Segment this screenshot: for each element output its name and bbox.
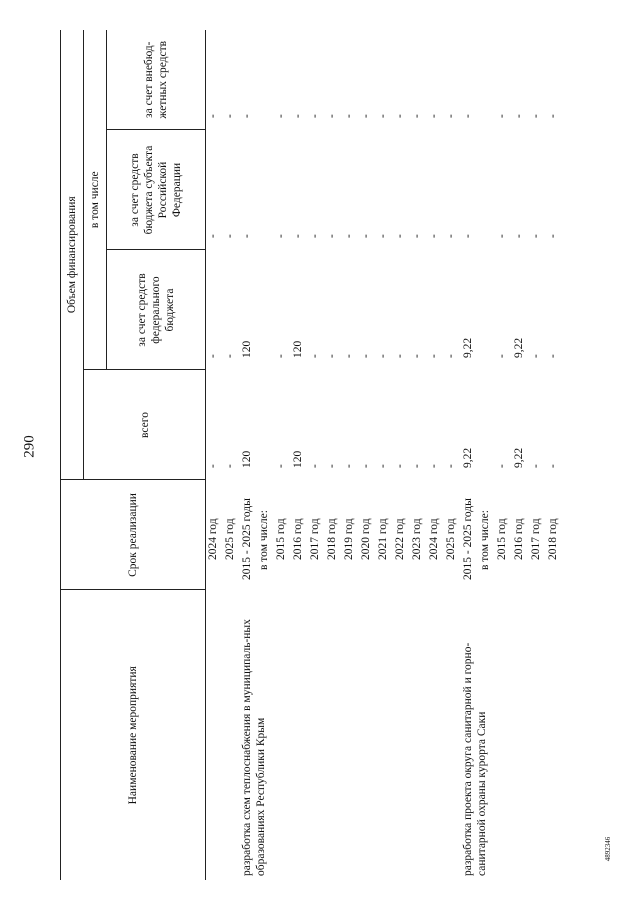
cell-subject: - (292, 234, 304, 238)
cell-period: 2025 год (445, 518, 457, 560)
header-in-that-number: в том числе (84, 30, 107, 370)
cell-period: 2016 год (292, 518, 304, 560)
cell-period: в том числе: (479, 510, 491, 570)
header-period: Срок реализации (61, 480, 206, 590)
cell-subject: - (326, 234, 338, 238)
cell-subject: - (309, 234, 321, 238)
header-total: всего (84, 370, 206, 480)
cell-total: - (377, 464, 389, 468)
cell-federal: 120 (292, 340, 304, 358)
table-row (427, 30, 444, 880)
cell-name (223, 590, 240, 880)
cell-period: 2019 год (343, 518, 355, 560)
cell-federal: - (547, 354, 559, 358)
cell-period: в том числе: (258, 510, 270, 570)
cell-subject: - (496, 234, 508, 238)
table-row (342, 30, 359, 880)
cell-total: 120 (241, 450, 253, 468)
cell-period: 2015 - 2025 годы (462, 498, 474, 580)
page-number: 290 (21, 435, 38, 458)
cell-federal: - (377, 354, 389, 358)
header-extra-budget: за счет внебюд-жетных средств (107, 30, 206, 130)
table-row (546, 30, 563, 880)
table-row (274, 30, 291, 880)
cell-federal: - (309, 354, 321, 358)
cell-total: - (547, 464, 559, 468)
cell-extra: - (360, 114, 372, 118)
cell-period: 2025 год (224, 518, 236, 560)
cell-period: 2021 год (377, 518, 389, 560)
table-row (206, 30, 224, 880)
cell-subject (257, 130, 274, 250)
header-federal: за счет средств федерального бюджета (107, 250, 206, 370)
cell-federal: - (326, 354, 338, 358)
cell-total: - (207, 464, 219, 468)
cell-name (529, 590, 546, 880)
table-row (410, 30, 427, 880)
cell-period: 2024 год (207, 518, 219, 560)
header-financing: Объем финансирования (61, 30, 84, 480)
cell-extra: - (377, 114, 389, 118)
cell-subject: - (343, 234, 355, 238)
cell-period: 2016 год (513, 518, 525, 560)
cell-period: 2017 год (309, 518, 321, 560)
cell-federal: - (207, 354, 219, 358)
table-row (240, 30, 257, 880)
cell-total: - (428, 464, 440, 468)
cell-name (206, 590, 224, 880)
cell-name: разработка схем теплоснабжения в муниципаль-ных образованиях Республики Крым (241, 619, 267, 876)
cell-federal (257, 250, 274, 370)
table-row (512, 30, 529, 880)
cell-extra: - (411, 114, 423, 118)
cell-name (376, 590, 393, 880)
cell-total: - (411, 464, 423, 468)
cell-subject: - (394, 234, 406, 238)
cell-extra: - (445, 114, 457, 118)
cell-federal (478, 250, 495, 370)
cell-subject: - (207, 234, 219, 238)
cell-extra: - (513, 114, 525, 118)
cell-subject: - (445, 234, 457, 238)
cell-total: 120 (292, 450, 304, 468)
cell-total: 9,22 (513, 447, 525, 468)
cell-federal: - (275, 354, 287, 358)
table-row (325, 30, 342, 880)
cell-extra: - (428, 114, 440, 118)
cell-name (512, 590, 529, 880)
cell-extra: - (207, 114, 219, 118)
cell-federal: - (224, 354, 236, 358)
cell-subject: - (241, 234, 253, 238)
cell-name (325, 590, 342, 880)
cell-subject: - (224, 234, 236, 238)
cell-name (308, 590, 325, 880)
cell-total: 9,22 (462, 447, 474, 468)
cell-subject: - (411, 234, 423, 238)
cell-federal: - (343, 354, 355, 358)
cell-name: разработка проекта округа санитарной и горно-санитарной охраны курорта Саки (462, 642, 488, 876)
cell-extra: - (309, 114, 321, 118)
table-header (61, 30, 206, 880)
cell-extra: - (530, 114, 542, 118)
cell-extra: - (343, 114, 355, 118)
cell-period: 2024 год (428, 518, 440, 560)
cell-extra: - (326, 114, 338, 118)
header-subject: за счет средств бюджета субъекта Российской Федерации (107, 130, 206, 250)
cell-extra: - (462, 114, 474, 118)
cell-total: - (394, 464, 406, 468)
cell-period: 2022 год (394, 518, 406, 560)
cell-extra (478, 30, 495, 130)
cell-subject: - (547, 234, 559, 238)
cell-total: - (224, 464, 236, 468)
cell-period: 2018 год (326, 518, 338, 560)
cell-total: - (275, 464, 287, 468)
cell-extra: - (275, 114, 287, 118)
table-row (461, 30, 478, 880)
cell-total: - (326, 464, 338, 468)
cell-federal: - (445, 354, 457, 358)
cell-total (478, 370, 495, 480)
cell-name (274, 590, 291, 880)
cell-subject: - (428, 234, 440, 238)
cell-federal: - (360, 354, 372, 358)
cell-total: - (445, 464, 457, 468)
cell-federal: - (428, 354, 440, 358)
cell-name (546, 590, 563, 880)
cell-federal: - (530, 354, 542, 358)
cell-extra: - (224, 114, 236, 118)
cell-total: - (496, 464, 508, 468)
cell-federal: 9,22 (462, 337, 474, 358)
cell-period: 2015 - 2025 годы (241, 498, 253, 580)
table-row (376, 30, 393, 880)
table-row (359, 30, 376, 880)
cell-total: - (343, 464, 355, 468)
header-name: Наименование мероприятия (61, 590, 206, 880)
table-row (529, 30, 546, 880)
table-row (308, 30, 325, 880)
cell-federal: - (496, 354, 508, 358)
cell-name (427, 590, 444, 880)
cell-subject: - (360, 234, 372, 238)
cell-total (257, 370, 274, 480)
cell-period: 2020 год (360, 518, 372, 560)
table-row (393, 30, 410, 880)
cell-name (291, 590, 308, 880)
cell-subject: - (275, 234, 287, 238)
cell-subject: - (513, 234, 525, 238)
cell-federal: - (411, 354, 423, 358)
cell-extra: - (394, 114, 406, 118)
cell-name (444, 590, 461, 880)
cell-federal: 9,22 (513, 337, 525, 358)
cell-extra: - (292, 114, 304, 118)
cell-extra (257, 30, 274, 130)
cell-total: - (309, 464, 321, 468)
cell-period: 2018 год (547, 518, 559, 560)
table-row (495, 30, 512, 880)
cell-period: 2015 год (275, 518, 287, 560)
cell-federal: - (394, 354, 406, 358)
cell-total: - (530, 464, 542, 468)
cell-subject (478, 130, 495, 250)
rotated-table-container (60, 30, 580, 880)
cell-extra: - (496, 114, 508, 118)
cell-extra: - (241, 114, 253, 118)
cell-name (359, 590, 376, 880)
cell-federal: 120 (241, 340, 253, 358)
cell-period: 2017 год (530, 518, 542, 560)
cell-name (410, 590, 427, 880)
cell-name (495, 590, 512, 880)
cell-name (393, 590, 410, 880)
cell-extra: - (547, 114, 559, 118)
table-body (206, 30, 564, 880)
cell-period: 2023 год (411, 518, 423, 560)
table-row (223, 30, 240, 880)
cell-subject: - (530, 234, 542, 238)
table-row (444, 30, 461, 880)
cell-period: 2015 год (496, 518, 508, 560)
table-row (291, 30, 308, 880)
document-code: 4892346 (604, 836, 612, 862)
cell-name (342, 590, 359, 880)
cell-total: - (360, 464, 372, 468)
financing-table (60, 30, 563, 880)
cell-subject: - (377, 234, 389, 238)
cell-subject: - (462, 234, 474, 238)
